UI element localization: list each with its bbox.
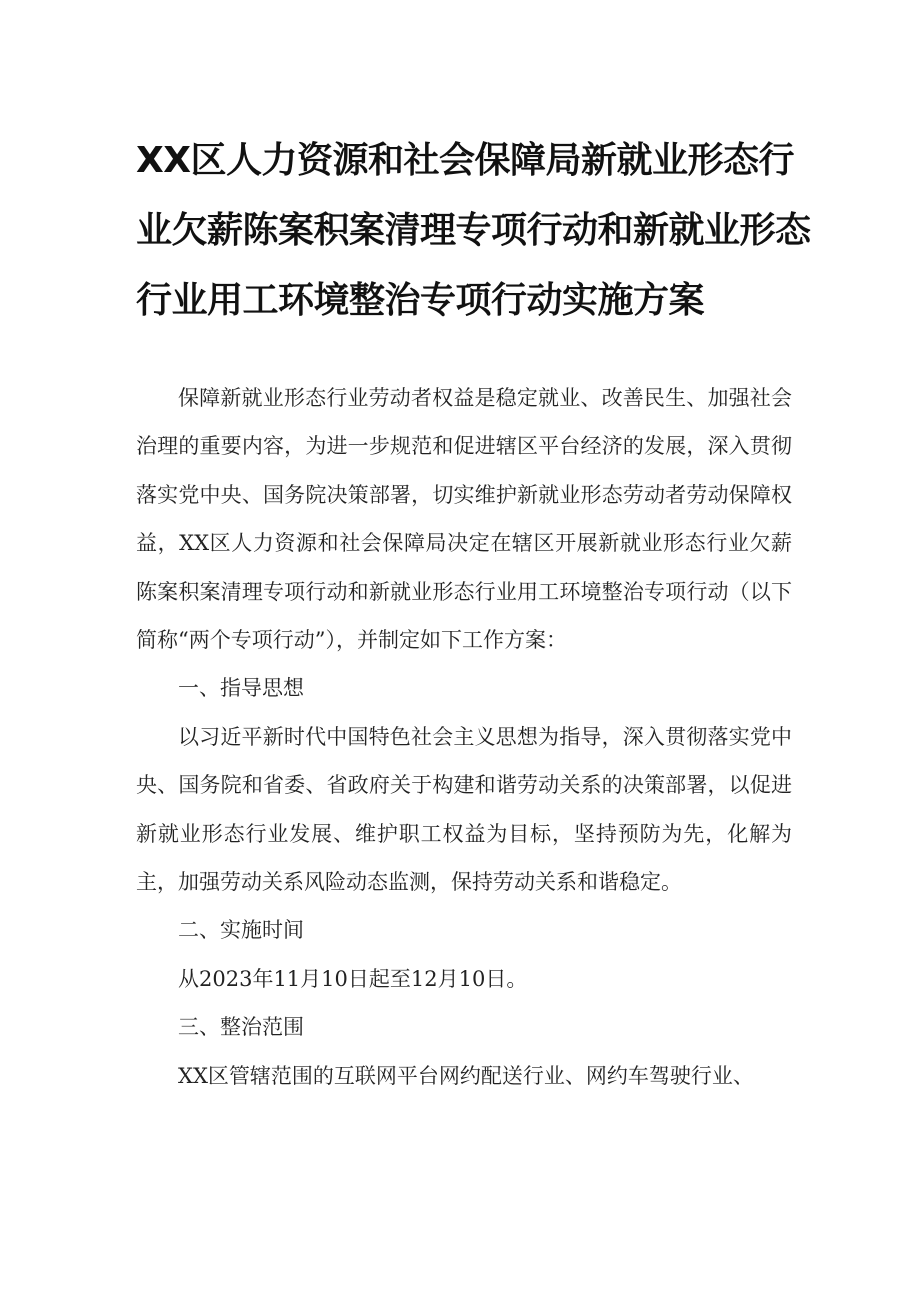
title-line: 业欠薪陈案积案清理专项行动和新就业形态: [136, 210, 811, 251]
implementation-time-paragraph: 从2023年11月10日起至12月10日。: [178, 966, 528, 991]
guiding-ideology-paragraph: 以习近平新时代中国特色社会主义思想为指导，深入贯彻落实党中央、国务院和省委、省政府关于构建和谐劳动关系的决策部署，以促进新就业形态行业发展、维护职工权益为目标，坚持预防为先，化解为主，加强劳动关系风险动态监测，保持劳动关系和谐稳定。: [136, 724, 792, 895]
document-body: [136, 374, 792, 1100]
title-line: XX区人力资源和社会保障局新就业形态行: [136, 140, 795, 181]
title-line: 行业用工环境整治专项行动实施方案: [136, 280, 705, 321]
section-heading-scope: 三、整治范围: [178, 1015, 304, 1040]
scope-paragraph: XX区管辖范围的互联网平台网约配送行业、网约车驾驶行业、: [178, 1063, 754, 1088]
section-heading-implementation-time: 二、实施时间: [178, 918, 304, 943]
intro-paragraph: 保障新就业形态行业劳动者权益是稳定就业、改善民生、加强社会治理的重要内容，为进一步规范和促进辖区平台经济的发展，深入贯彻落实党中央、国务院决策部署，切实维护新就业形态劳动者劳动保障权益，XX区人力资源和社会保障局决定在辖区开展新就业形态行业欠薪陈案积案清理专项行动和新就业形态行业用工环境整治专项行动（以下简称“两个专项行动”），并制定如下工作方案：: [136, 386, 792, 653]
section-heading-guiding-ideology: 一、指导思想: [178, 676, 304, 701]
document-title: [136, 126, 811, 336]
